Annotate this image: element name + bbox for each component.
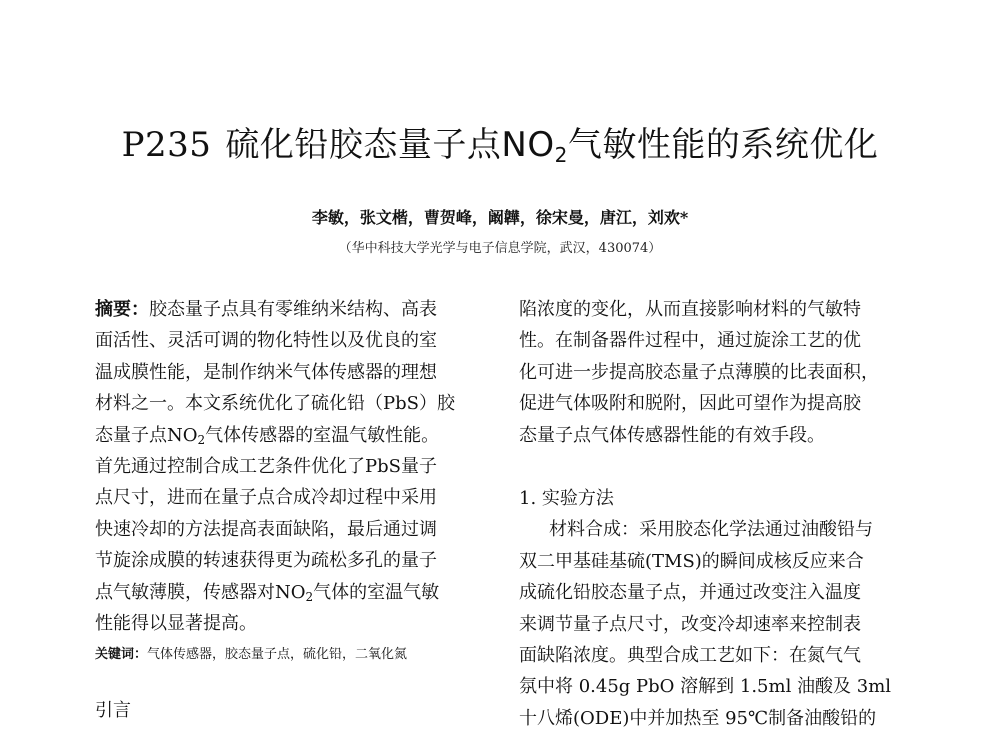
- body-line: 来调节量子点尺寸，改变冷却速率来控制表: [519, 613, 861, 635]
- subscript: 2: [305, 589, 314, 604]
- body-line: 面缺陷浓度。典型合成工艺如下：在氮气气: [519, 644, 861, 666]
- abstract-line: 首先通过控制合成工艺条件优化了PbS量子: [95, 455, 437, 477]
- body-line: 陷浓度的变化，从而直接影响材料的气敏特: [519, 299, 861, 320]
- abstract-line: 性能得以显著提高。: [95, 612, 257, 634]
- abstract-line: [95, 577, 495, 608]
- subscript: 2: [197, 432, 206, 447]
- intro-heading: 引言: [95, 700, 131, 722]
- keywords-label: 关键词：: [95, 647, 148, 663]
- abstract-line: 点尺寸，进而在量子点合成冷却过程中采用: [95, 487, 437, 509]
- author-list: 李敏，张文楷，曹贺峰，阚韡，徐宋曼，唐江，刘欢*: [311, 208, 689, 227]
- abstract-line: 材料之一。本文系统优化了硫化铅（PbS）胶: [95, 393, 455, 415]
- keywords-text: 气体传感器，胶态量子点，硫化铅，二氧化氮: [147, 647, 408, 663]
- keywords: [95, 641, 495, 669]
- abstract-line: [95, 420, 495, 451]
- abstract-text: 态量子点NO: [95, 424, 198, 446]
- body-line: 化可进一步提高胶态量子点薄膜的比表面积，: [519, 361, 879, 383]
- abstract-text: 胶态量子点具有零维纳米结构、高表: [149, 299, 437, 320]
- body-line: 材料合成：采用胶态化学法通过油酸铅与: [549, 519, 873, 541]
- abstract-text: 点气敏薄膜，传感器对NO: [95, 581, 306, 603]
- section-heading: 1. 实验方法: [519, 487, 614, 509]
- body-line: 性。在制备器件过程中，通过旋涂工艺的优: [519, 330, 861, 352]
- abstract-line: 快速冷却的方法提高表面缺陷，最后通过调: [95, 518, 437, 540]
- abstract-text: 气体传感器的室温气敏性能。: [205, 424, 440, 446]
- abstract-label: 摘要：: [95, 299, 149, 320]
- affiliation: （华中科技大学光学与电子信息学院，武汉，430074）: [338, 241, 662, 256]
- abstract-line: 面活性、灵活可调的物化特性以及优良的室: [95, 330, 437, 352]
- abstract-line: 节旋涂成膜的转速获得更为疏松多孔的量子: [95, 550, 437, 572]
- title-main-suffix: 气敏性能的系统优化: [567, 125, 879, 165]
- paper-code: P235: [121, 125, 212, 165]
- right-column: [519, 294, 919, 734]
- body-line: 促进气体吸附和脱附，因此可望作为提高胶: [519, 393, 861, 415]
- body-line: 十八烯(ODE)中并加热至 95℃制备油酸铅的: [519, 707, 877, 729]
- paper-title: [0, 122, 1000, 178]
- abstract-line: 温成膜性能，是制作纳米气体传感器的理想: [95, 361, 437, 383]
- left-column: [95, 294, 495, 727]
- abstract-text: 气体的室温气敏: [313, 581, 440, 603]
- body-line: 成硫化铅胶态量子点，并通过改变注入温度: [519, 582, 861, 604]
- body-line: 氛中将 0.45g PbO 溶解到 1.5ml 油酸及 3ml: [519, 676, 892, 698]
- title-subscript: 2: [554, 143, 568, 167]
- abstract-line: [95, 294, 495, 325]
- body-line: 态量子点气体传感器性能的有效手段。: [519, 424, 825, 446]
- body-line: 双二甲基硅基硫(TMS)的瞬间成核反应来合: [519, 550, 864, 572]
- title-main-prefix: 硫化铅胶态量子点NO: [225, 125, 555, 165]
